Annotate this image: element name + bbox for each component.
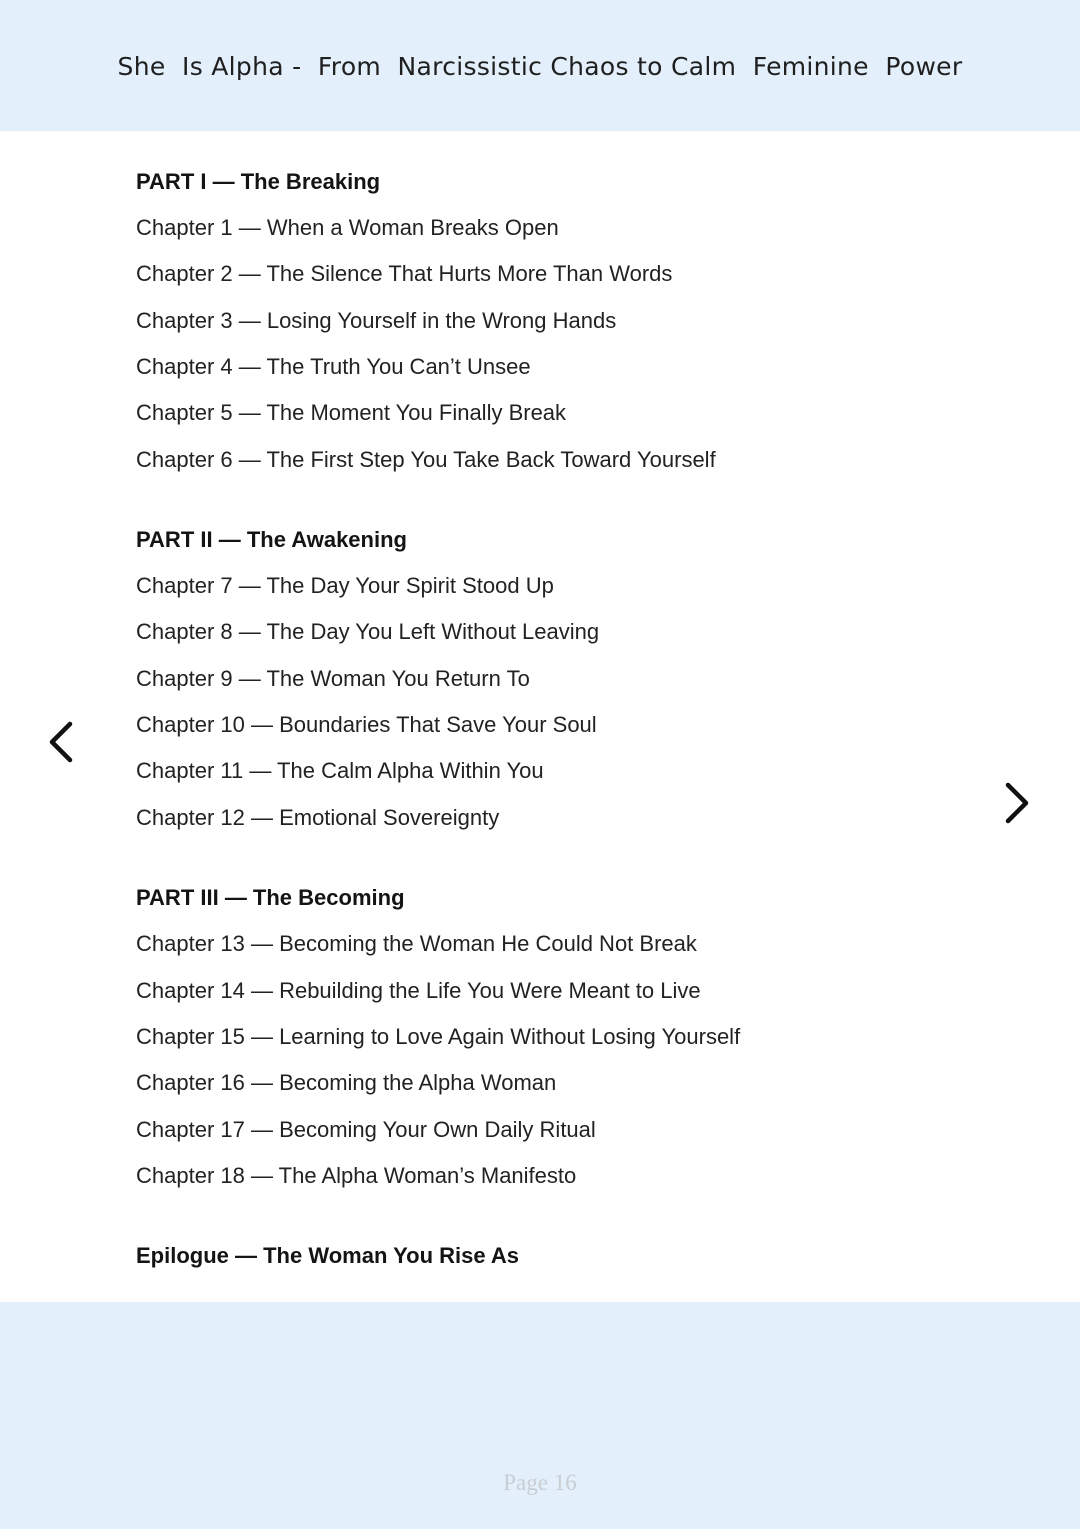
toc-chapter-6: Chapter 6 — The First Step You Take Back Toward Yourself bbox=[136, 447, 716, 472]
page-number: Page 16 bbox=[503, 1470, 577, 1495]
next-page-button[interactable] bbox=[998, 775, 1038, 831]
toc-chapter-16: Chapter 16 — Becoming the Alpha Woman bbox=[136, 1070, 557, 1095]
toc-chapter-3: Chapter 3 — Losing Yourself in the Wrong Hands bbox=[136, 308, 617, 333]
toc-chapter-15: Chapter 15 — Learning to Love Again Without Losing Yourself bbox=[136, 1024, 741, 1049]
previous-page-button[interactable] bbox=[40, 714, 80, 770]
part-2-heading: PART II — The Awakening bbox=[136, 527, 407, 552]
toc-chapter-4: Chapter 4 — The Truth You Can’t Unsee bbox=[136, 354, 531, 379]
chevron-right-icon bbox=[998, 775, 1038, 831]
toc-chapter-1: Chapter 1 — When a Woman Breaks Open bbox=[136, 215, 559, 240]
toc-chapter-2: Chapter 2 — The Silence That Hurts More Than Words bbox=[136, 261, 673, 286]
toc-chapter-7: Chapter 7 — The Day Your Spirit Stood Up bbox=[136, 573, 554, 598]
toc-chapter-10: Chapter 10 — Boundaries That Save Your Soul bbox=[136, 712, 597, 737]
toc-chapter-12: Chapter 12 — Emotional Sovereignty bbox=[136, 805, 500, 830]
toc-chapter-11: Chapter 11 — The Calm Alpha Within You bbox=[136, 758, 544, 783]
header-band bbox=[0, 0, 1080, 131]
toc-chapter-9: Chapter 9 — The Woman You Return To bbox=[136, 666, 530, 691]
toc-chapter-18: Chapter 18 — The Alpha Woman’s Manifesto bbox=[136, 1163, 577, 1188]
toc-chapter-5: Chapter 5 — The Moment You Finally Break bbox=[136, 400, 567, 425]
part-1-heading: PART I — The Breaking bbox=[136, 169, 381, 194]
toc-chapter-8: Chapter 8 — The Day You Left Without Leaving bbox=[136, 619, 600, 644]
toc-chapter-17: Chapter 17 — Becoming Your Own Daily Ritual bbox=[136, 1117, 596, 1142]
book-title: She Is Alpha - From Narcissistic Chaos to Calm Feminine Power bbox=[117, 52, 963, 81]
part-3-heading: PART III — The Becoming bbox=[136, 885, 405, 910]
toc-chapter-13: Chapter 13 — Becoming the Woman He Could Not Break bbox=[136, 931, 697, 956]
epilogue-heading: Epilogue — The Woman You Rise As bbox=[136, 1243, 520, 1268]
chevron-left-icon bbox=[40, 714, 80, 770]
toc-chapter-14: Chapter 14 — Rebuilding the Life You Were Meant to Live bbox=[136, 978, 701, 1003]
